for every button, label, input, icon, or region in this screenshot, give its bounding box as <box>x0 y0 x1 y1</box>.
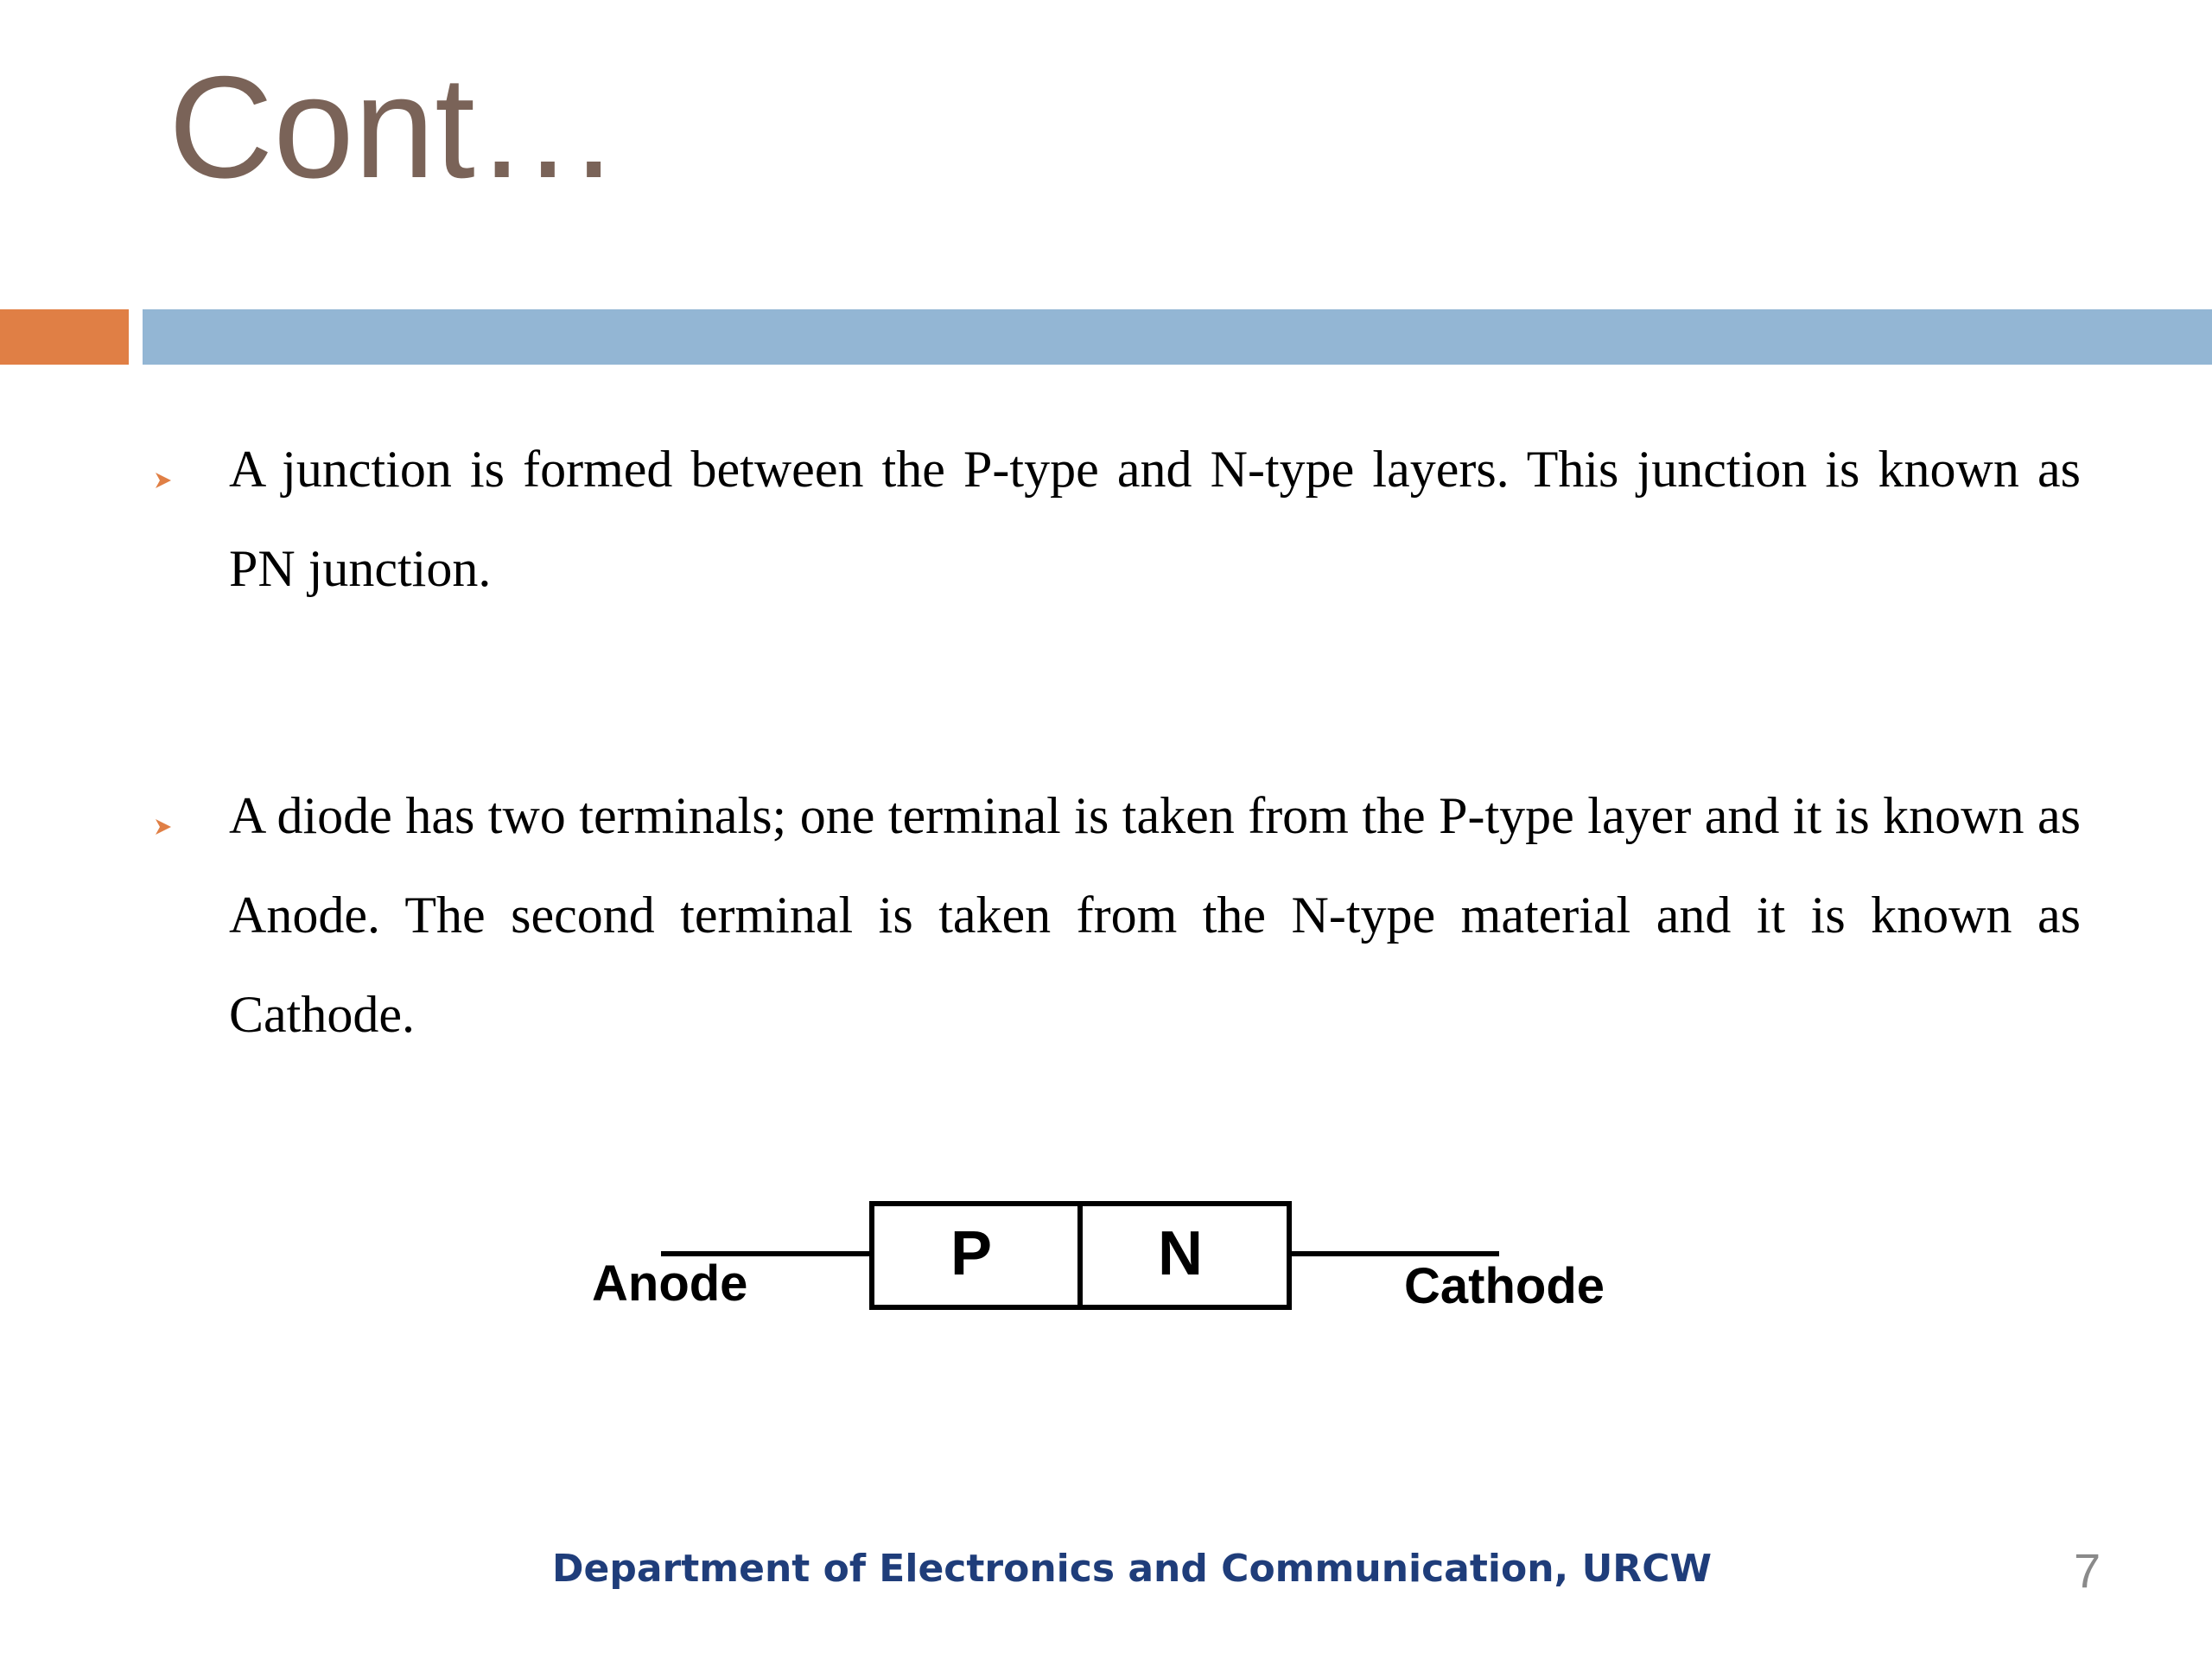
bullet-text-diode-terminals: A diode has two terminals; one terminal is taken from the P-type layer and it is known as Anode. The second terminal is taken from the N-type material and it is known as Cathode. <box>229 787 2081 1043</box>
anode-label: Anode <box>592 1255 748 1312</box>
cathode-label: Cathode <box>1404 1258 1605 1314</box>
n-region-label: N <box>1158 1219 1203 1288</box>
accent-bar-orange <box>0 309 129 365</box>
p-region-label: P <box>950 1219 993 1288</box>
accent-bar-blue <box>143 309 2212 365</box>
arrowhead-bullet-icon <box>154 471 173 490</box>
bullet-text-pn-junction: A junction is formed between the P-type and N-type layers. This junction is known as PN junction. <box>229 441 2081 597</box>
footer-department: Department of Electronics and Communication, URCW <box>551 1547 1713 1591</box>
pn-diode-diagram <box>570 1184 1633 1331</box>
slide-title: Cont… <box>168 46 620 208</box>
arrowhead-bullet-icon <box>154 817 173 836</box>
page-number: 7 <box>2074 1543 2101 1598</box>
